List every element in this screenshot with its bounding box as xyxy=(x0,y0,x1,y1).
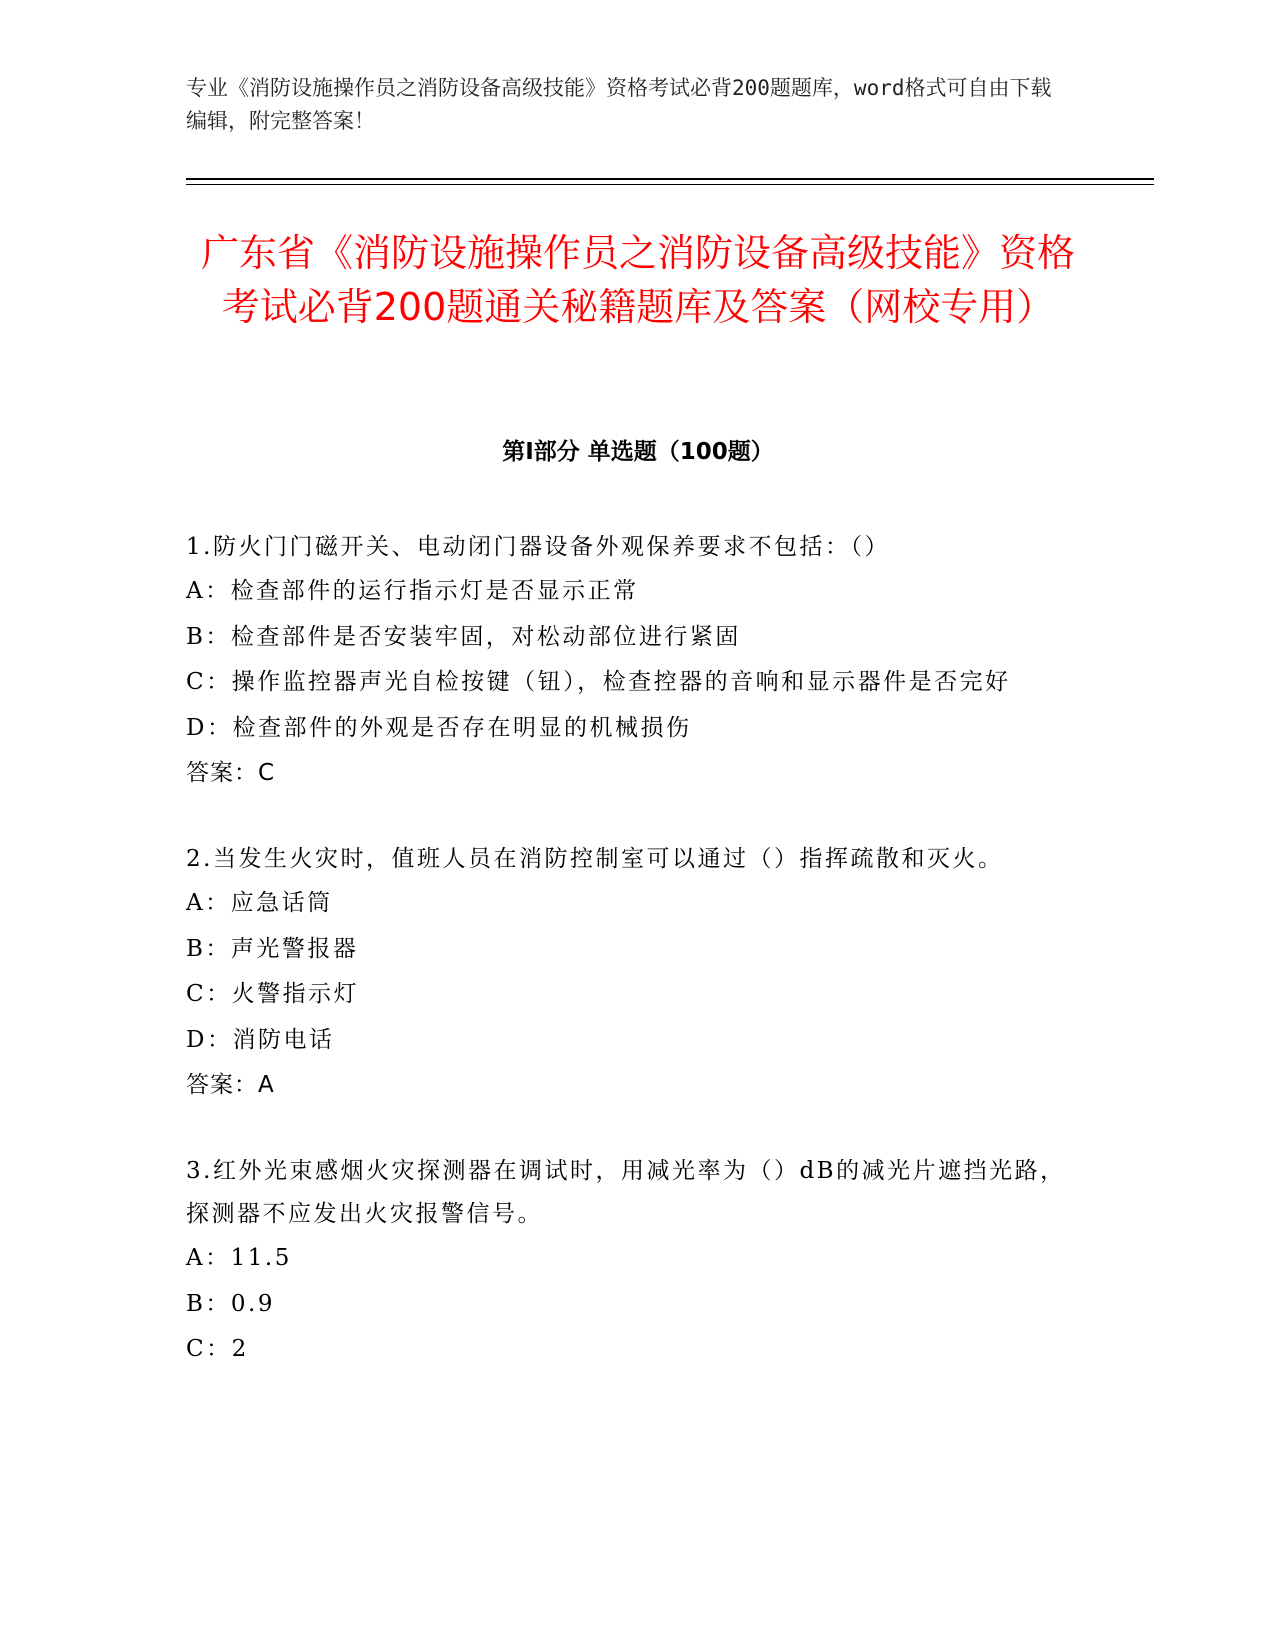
header-divider-thin xyxy=(186,184,1154,185)
option-d: D：消防电话 xyxy=(186,1026,335,1053)
question-stem: 1.防火门门磁开关、电动闭门器设备外观保养要求不包括：（） xyxy=(186,534,890,560)
option-b: B：检查部件是否安装牢固，对松动部位进行紧固 xyxy=(186,623,741,650)
option-d: D：检查部件的外观是否存在明显的机械损伤 xyxy=(186,714,692,741)
header-divider-thick xyxy=(186,178,1154,180)
option-c: C：2 xyxy=(186,1336,249,1362)
option-a: A：11.5 xyxy=(186,1245,292,1271)
option-a: A：应急话筒 xyxy=(186,890,333,916)
option-c: C：操作监控器声光自检按键（钮），检查控器的音响和显示器件是否完好 xyxy=(186,669,1011,695)
question-stem: 3.红外光束感烟火灾探测器在调试时，用减光率为（）dB的减光片遮挡光路，探测器不应发出火灾报警信号。 xyxy=(186,1158,1066,1227)
option-b: B：0.9 xyxy=(186,1290,275,1317)
option-b: B：声光警报器 xyxy=(186,935,359,962)
section-title: 第Ⅰ部分 单选题（100题） xyxy=(502,439,774,465)
question-1 xyxy=(186,526,1066,796)
question-stem: 2.当发生火灾时，值班人员在消防控制室可以通过（）指挥疏散和灭火。 xyxy=(186,846,1004,872)
answer-line: 答案：A xyxy=(186,1072,275,1098)
question-2 xyxy=(186,838,1066,1108)
option-a: A：检查部件的运行指示灯是否显示正常 xyxy=(186,578,639,604)
question-3 xyxy=(186,1150,1066,1373)
document-title: 广东省《消防设施操作员之消防设备高级技能》资格考试必背200题通关秘籍题库及答案（网校专用） xyxy=(200,231,1075,329)
answer-line: 答案：C xyxy=(186,760,276,786)
header-note: 专业《消防设施操作员之消防设备高级技能》资格考试必背200题题库，word格式可自由下载编辑，附完整答案！ xyxy=(186,76,1052,133)
option-c: C：火警指示灯 xyxy=(186,981,360,1007)
question-list xyxy=(186,526,1066,1415)
